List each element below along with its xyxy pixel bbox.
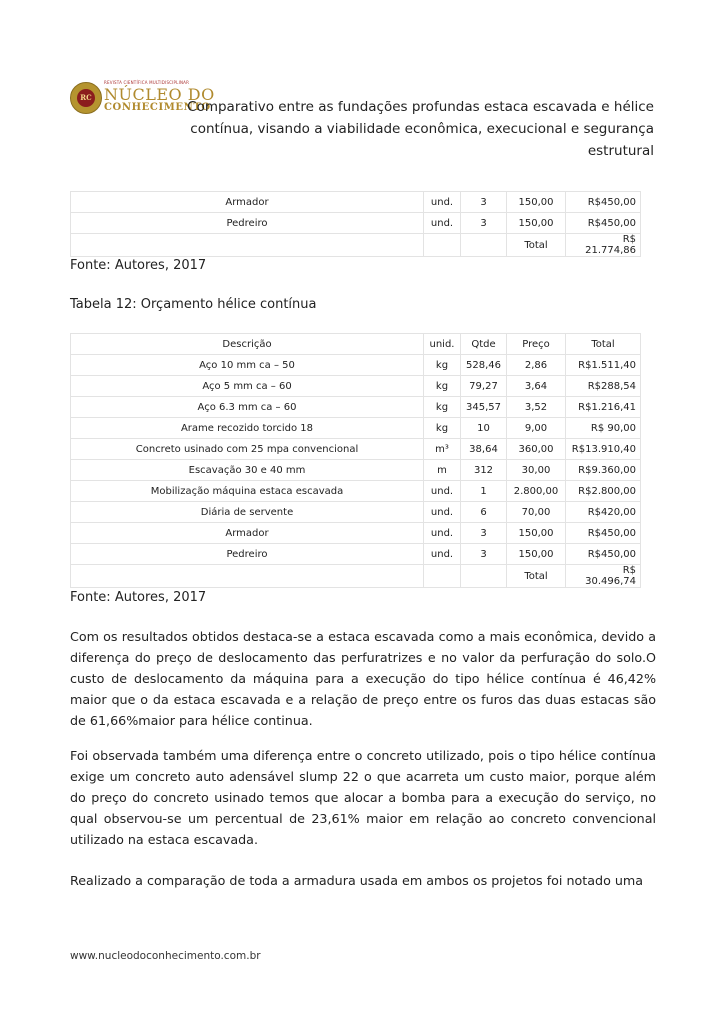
- cell-descricao: Pedreiro: [71, 544, 424, 565]
- cell-unid: kg: [424, 418, 461, 439]
- cell-qtde: 10: [461, 418, 507, 439]
- table-row: [71, 397, 641, 418]
- cell-preco: 150,00: [507, 523, 566, 544]
- footer-website-link[interactable]: www.nucleodoconhecimento.com.br: [70, 950, 261, 962]
- cell-descricao: Mobilização máquina estaca escavada: [71, 481, 424, 502]
- cell-qtde: 79,27: [461, 376, 507, 397]
- cell-descricao: Aço 10 mm ca – 50: [71, 355, 424, 376]
- cell-qtde: 3: [461, 213, 507, 234]
- header-unid: unid.: [424, 334, 461, 355]
- cell-total: R$2.800,00: [566, 481, 641, 502]
- cell-unid: und.: [424, 481, 461, 502]
- total-label: Total: [507, 234, 566, 257]
- cell-preco: 3,52: [507, 397, 566, 418]
- cell-qtde: 3: [461, 192, 507, 213]
- cell-total: R$ 90,00: [566, 418, 641, 439]
- emblem-icon: RC: [70, 82, 102, 114]
- body-paragraph: Realizado a comparação de toda a armadura usada em ambos os projetos foi notado uma: [70, 873, 644, 888]
- article-title: Comparativo entre as fundações profundas estaca escavada e hélice contínua, visando a viabilidade econômica, execucional e segurança estrutural: [187, 99, 654, 159]
- table-row: [71, 523, 641, 544]
- table-total-row: [71, 234, 641, 257]
- total-label: Total: [507, 565, 566, 588]
- cell-preco: 30,00: [507, 460, 566, 481]
- cell-preco: 360,00: [507, 439, 566, 460]
- cell-unid: kg: [424, 397, 461, 418]
- cell-preco: 70,00: [507, 502, 566, 523]
- cell-unid: und.: [424, 523, 461, 544]
- cell-preco: 2,86: [507, 355, 566, 376]
- table-source-caption: Fonte: Autores, 2017: [70, 258, 207, 273]
- cell-qtde: 345,57: [461, 397, 507, 418]
- logo-name-line1: NÚCLEO DO: [104, 85, 215, 104]
- cell-descricao: Arame recozido torcido 18: [71, 418, 424, 439]
- cell-total: R$1.511,40: [566, 355, 641, 376]
- budget-table-helice-continua: [70, 333, 641, 588]
- table-header-row: [71, 334, 641, 355]
- cell-total: R$450,00: [566, 192, 641, 213]
- cell-descricao: Aço 5 mm ca – 60: [71, 376, 424, 397]
- cell-qtde: 312: [461, 460, 507, 481]
- cell-descricao: Aço 6.3 mm ca – 60: [71, 397, 424, 418]
- logo-tagline: REVISTA CIENTÍFICA MULTIDISCIPLINAR: [104, 80, 190, 85]
- cell-preco: 2.800,00: [507, 481, 566, 502]
- header-qtde: Qtde: [461, 334, 507, 355]
- cell-descricao: Diária de servente: [71, 502, 424, 523]
- cell-preco: 150,00: [507, 213, 566, 234]
- cell-preco: 150,00: [507, 192, 566, 213]
- cell-descricao: Escavação 30 e 40 mm: [71, 460, 424, 481]
- cell-unid: und.: [424, 192, 461, 213]
- cell-unid: m³: [424, 439, 461, 460]
- table-row: [71, 544, 641, 565]
- cell-descricao: Armador: [71, 523, 424, 544]
- header-total: Total: [566, 334, 641, 355]
- cell-total: R$450,00: [566, 213, 641, 234]
- cell-preco: 3,64: [507, 376, 566, 397]
- table-row: [71, 418, 641, 439]
- cell-unid: und.: [424, 544, 461, 565]
- cell-qtde: 1: [461, 481, 507, 502]
- cell-qtde: 3: [461, 523, 507, 544]
- body-paragraph: Foi observada também uma diferença entre o concreto utilizado, pois o tipo hélice contínua exige um concreto auto adensável slump 22 o que acarreta um custo maior, porque além do preço do concreto usinado temos que alocar a bomba para a execução do serviço, no qual observou-se um percentual de 23,61% maior em relação ao concreto convencional utilizado na estaca escavada.: [70, 748, 656, 847]
- table-row: [71, 192, 641, 213]
- table-row: [71, 502, 641, 523]
- table-12-title: Tabela 12: Orçamento hélice contínua: [70, 297, 317, 312]
- total-value: R$ 21.774,86: [566, 234, 641, 257]
- cell-qtde: 6: [461, 502, 507, 523]
- table-row: [71, 481, 641, 502]
- table-12-source-caption: Fonte: Autores, 2017: [70, 590, 207, 605]
- cell-unid: kg: [424, 376, 461, 397]
- header-descricao: Descrição: [71, 334, 424, 355]
- cell-descricao: Pedreiro: [71, 213, 424, 234]
- cell-descricao: Armador: [71, 192, 424, 213]
- table-row: [71, 213, 641, 234]
- cell-qtde: 3: [461, 544, 507, 565]
- cell-unid: m: [424, 460, 461, 481]
- cell-unid: und.: [424, 502, 461, 523]
- cell-unid: und.: [424, 213, 461, 234]
- cell-total: R$450,00: [566, 544, 641, 565]
- cell-total: R$450,00: [566, 523, 641, 544]
- header-preco: Preço: [507, 334, 566, 355]
- table-row: [71, 376, 641, 397]
- cell-total: R$1.216,41: [566, 397, 641, 418]
- cell-preco: 9,00: [507, 418, 566, 439]
- table-row: [71, 460, 641, 481]
- table-row: [71, 439, 641, 460]
- body-paragraph: Com os resultados obtidos destaca-se a estaca escavada como a mais econômica, devido a diferença do preço de deslocamento das perfuratrizes e no valor da perfuração do solo.O custo de deslocamento da máquina para a execução do tipo hélice contínua é 46,42% maior que o da estaca escavada e a relação de preço entre os furos das duas estacas são de 61,66%maior para hélice continua.: [70, 629, 656, 728]
- cell-total: R$288,54: [566, 376, 641, 397]
- budget-table-continuation: [70, 191, 641, 257]
- cell-qtde: 528,46: [461, 355, 507, 376]
- cell-unid: kg: [424, 355, 461, 376]
- cell-total: R$420,00: [566, 502, 641, 523]
- total-value: R$ 30.496,74: [566, 565, 641, 588]
- logo-name-line2: CONHECIMENTO: [104, 102, 211, 113]
- cell-preco: 150,00: [507, 544, 566, 565]
- cell-total: R$9.360,00: [566, 460, 641, 481]
- cell-descricao: Concreto usinado com 25 mpa convencional: [71, 439, 424, 460]
- table-total-row: [71, 565, 641, 588]
- table-row: [71, 355, 641, 376]
- cell-total: R$13.910,40: [566, 439, 641, 460]
- cell-qtde: 38,64: [461, 439, 507, 460]
